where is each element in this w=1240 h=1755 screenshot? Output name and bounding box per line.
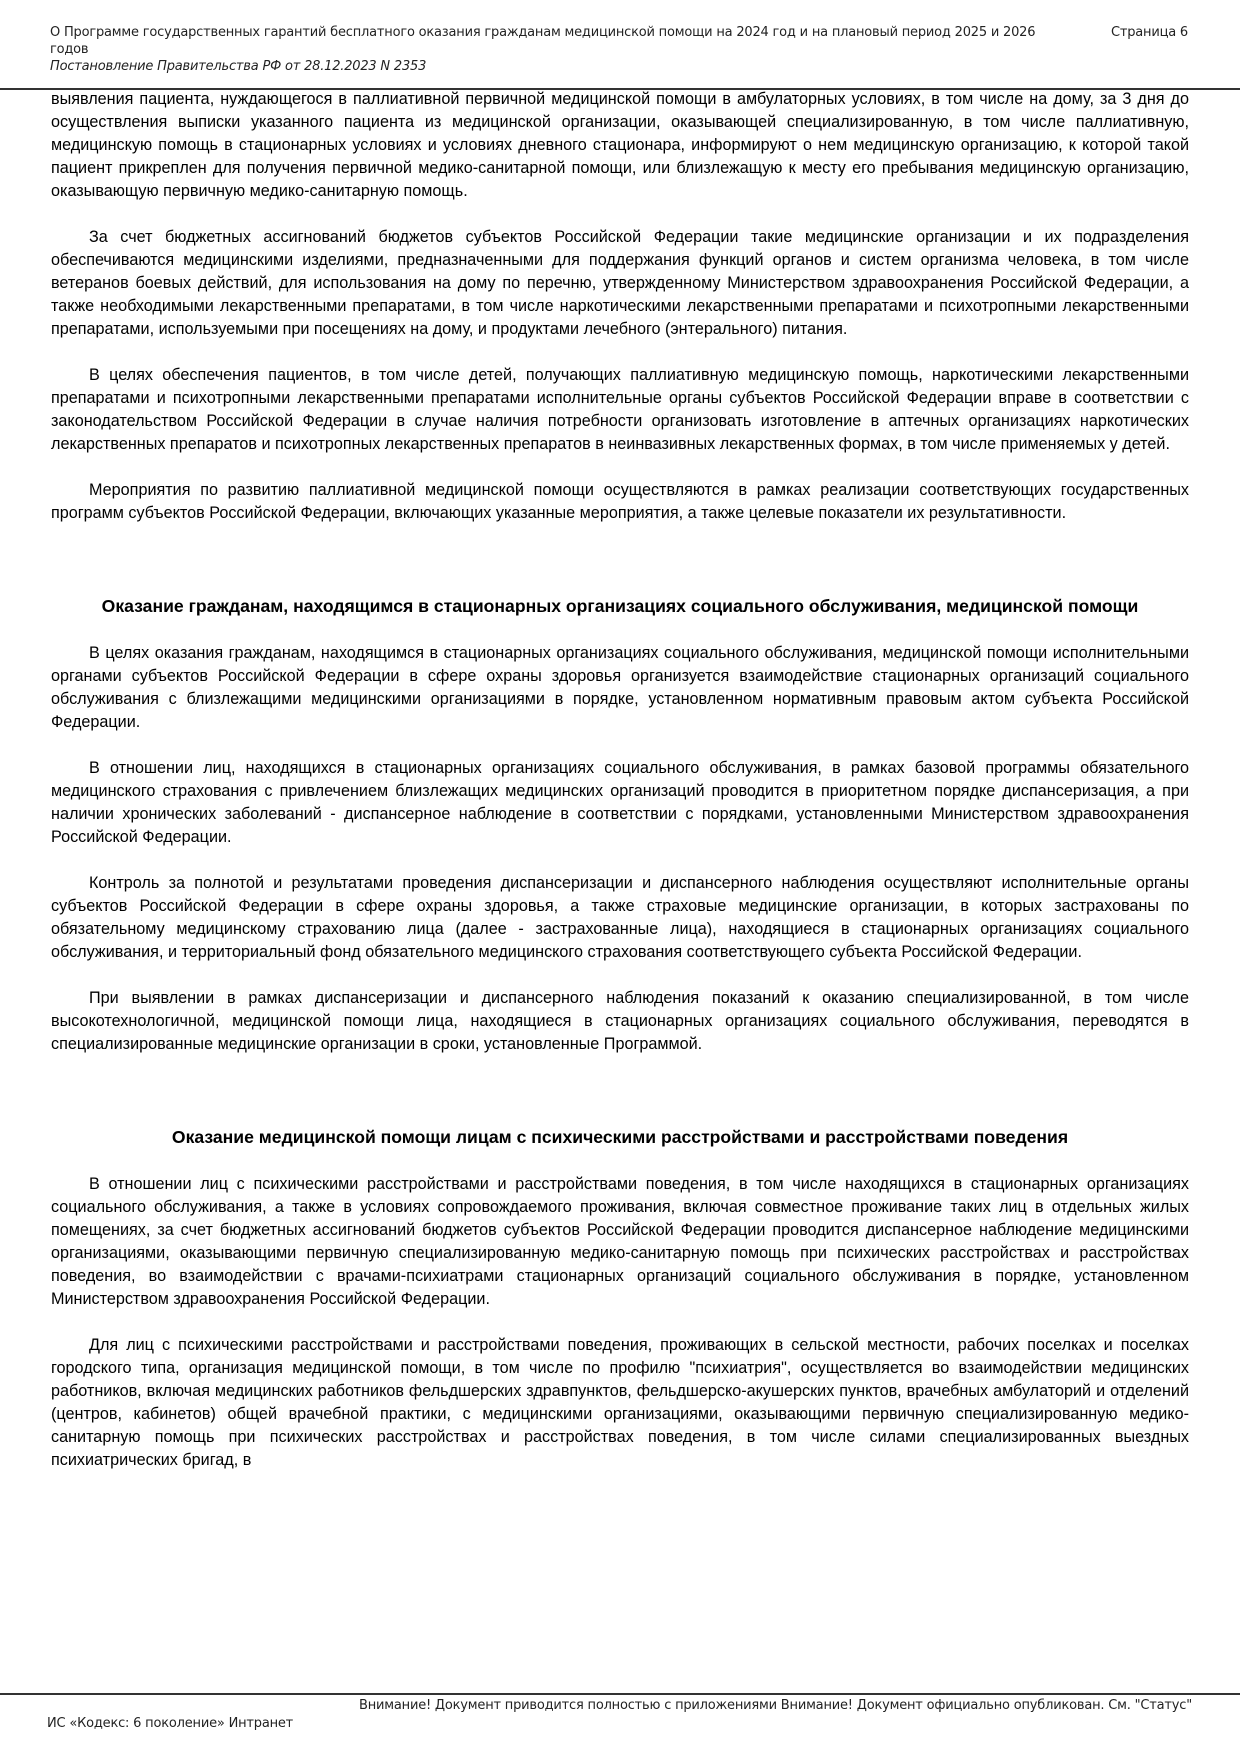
paragraph: В целях оказания гражданам, находящимся в стационарных организациях социального обслуживания, медицинской помощи исполнительными органами субъектов Российской Федерации в сфере охраны здоровья организуется взаимодействие стационарных организаций социального обслуживания с близлежащими медицинскими организациями в порядке, установленном нормативным правовым актом субъекта Российской Федерации. bbox=[51, 644, 1189, 731]
section-heading: Оказание гражданам, находящимся в стационарных организациях социального обслуживания, медицинской помощи bbox=[101, 596, 1139, 616]
paragraph: Для лиц с психическими расстройствами и расстройствами поведения, проживающих в сельской местности, рабочих поселках и поселках городского типа, организация медицинской помощи, в том числе по профилю "психиатрия", осуществляется во взаимодействии медицинских работников, включая медицинских работников фельдшерских здравпунктов, фельдшерско-акушерских пунктов, врачебных амбулаторий и отделений (центров, кабинетов) общей врачебной практики, с медицинскими организациями, оказывающими первичную специализированную медико-санитарную помощь при психических расстройствах и расстройствах поведения, в том числе силами специализированных выездных психиатрических бригад, в bbox=[51, 1336, 1189, 1469]
page-number: Страница 6 bbox=[1110, 25, 1188, 40]
paragraph: В отношении лиц с психическими расстройствами и расстройствами поведения, в том числе находящихся в стационарных организациях социального обслуживания, а также в условиях сопровождаемого проживания, включая совместное проживание таких лиц в отдельных жилых помещениях, за счет бюджетных ассигнований бюджетов субъектов Российской Федерации проводится диспансерное наблюдение медицинскими организациями, оказывающими первичную специализированную медико-санитарную помощь при психических расстройствах и расстройствах поведения, во взаимодействии с врачами-психиатрами стационарных организаций социального обслуживания в порядке, установленном Министерством здравоохранения Российской Федерации. bbox=[51, 1175, 1189, 1308]
section-heading: Оказание медицинской помощи лицам с психическими расстройствами и расстройствами поведения bbox=[171, 1127, 1069, 1147]
paragraph: выявления пациента, нуждающегося в паллиативной первичной медицинской помощи в амбулаторных условиях, в том числе на дому, за 3 дня до осуществления выписки указанного пациента из медицинской организации, оказывающей специализированную, в том числе паллиативную, медицинскую помощь в стационарных условиях и условиях дневного стационара, информируют о нем медицинскую организацию, к которой такой пациент прикреплен для получения первичной медико-санитарной помощи, или близлежащую к месту его пребывания медицинскую организацию, оказывающую первичную медико-санитарную помощь. bbox=[51, 90, 1189, 200]
page-header bbox=[50, 24, 1190, 75]
paragraph: При выявлении в рамках диспансеризации и диспансерного наблюдения показаний к оказанию специализированной, в том числе высокотехнологичной, медицинской помощи лица, находящиеся в стационарных организациях социального обслуживания, переводятся в специализированные медицинские организации в сроки, установленные Программой. bbox=[51, 989, 1189, 1053]
document-subtitle: Постановление Правительства РФ от 28.12.2023 N 2353 bbox=[50, 59, 427, 74]
paragraph: Мероприятия по развитию паллиативной медицинской помощи осуществляются в рамках реализации соответствующих государственных программ субъектов Российской Федерации, включающих указанные мероприятия, а также целевые показатели их результативности. bbox=[51, 481, 1189, 522]
paragraph: В отношении лиц, находящихся в стационарных организациях социального обслуживания, в рамках базовой программы обязательного медицинского страхования с привлечением близлежащих медицинских организаций проводится в приоритетном порядке диспансеризация, а при наличии хронических заболеваний - диспансерное наблюдение в соответствии с порядками, установленными Министерством здравоохранения Российской Федерации. bbox=[51, 759, 1189, 846]
document-title: О Программе государственных гарантий бесплатного оказания гражданам медицинской помощи на 2024 год и на плановый период 2025 и 2026 годов bbox=[50, 25, 1036, 57]
paragraph: За счет бюджетных ассигнований бюджетов субъектов Российской Федерации такие медицинские организации и их подразделения обеспечиваются медицинскими изделиями, предназначенными для поддержания функций органов и систем организма человека, в том числе ветеранов боевых действий, для использования на дому по перечню, утвержденному Министерством здравоохранения Российской Федерации, а также необходимыми лекарственными препаратами, в том числе наркотическими лекарственными препаратами и психотропными лекарственными препаратами, используемыми при посещениях на дому, и продуктами лечебного (энтерального) питания. bbox=[51, 228, 1189, 338]
paragraph: В целях обеспечения пациентов, в том числе детей, получающих паллиативную медицинскую помощь, наркотическими лекарственными препаратами и психотропными лекарственными препаратами исполнительные органы субъектов Российской Федерации вправе в соответствии с законодательством Российской Федерации в случае наличия потребности организовать изготовление в аптечных организациях наркотических лекарственных препаратов и психотропных лекарственных препаратов в неинвазивных лекарственных формах, в том числе применяемых у детей. bbox=[51, 366, 1189, 453]
paragraph: Контроль за полнотой и результатами проведения диспансеризации и диспансерного наблюдения осуществляют исполнительные органы субъектов Российской Федерации в сфере охраны здоровья, а также страховые медицинские организации, в которых застрахованы по обязательному медицинскому страхованию лица (далее - застрахованные лица), находящиеся в стационарных организациях социального обслуживания, и территориальный фонд обязательного медицинского страхования соответствующего субъекта Российской Федерации. bbox=[51, 874, 1189, 961]
footer-divider bbox=[0, 1693, 1240, 1695]
document-body bbox=[51, 88, 1189, 1472]
footer-system-label: ИС «Кодекс: 6 поколение» Интранет bbox=[47, 1716, 294, 1731]
footer-notice: Внимание! Документ приводится полностью с приложениями Внимание! Документ официально опубликован. См. "Статус" bbox=[359, 1698, 1192, 1713]
